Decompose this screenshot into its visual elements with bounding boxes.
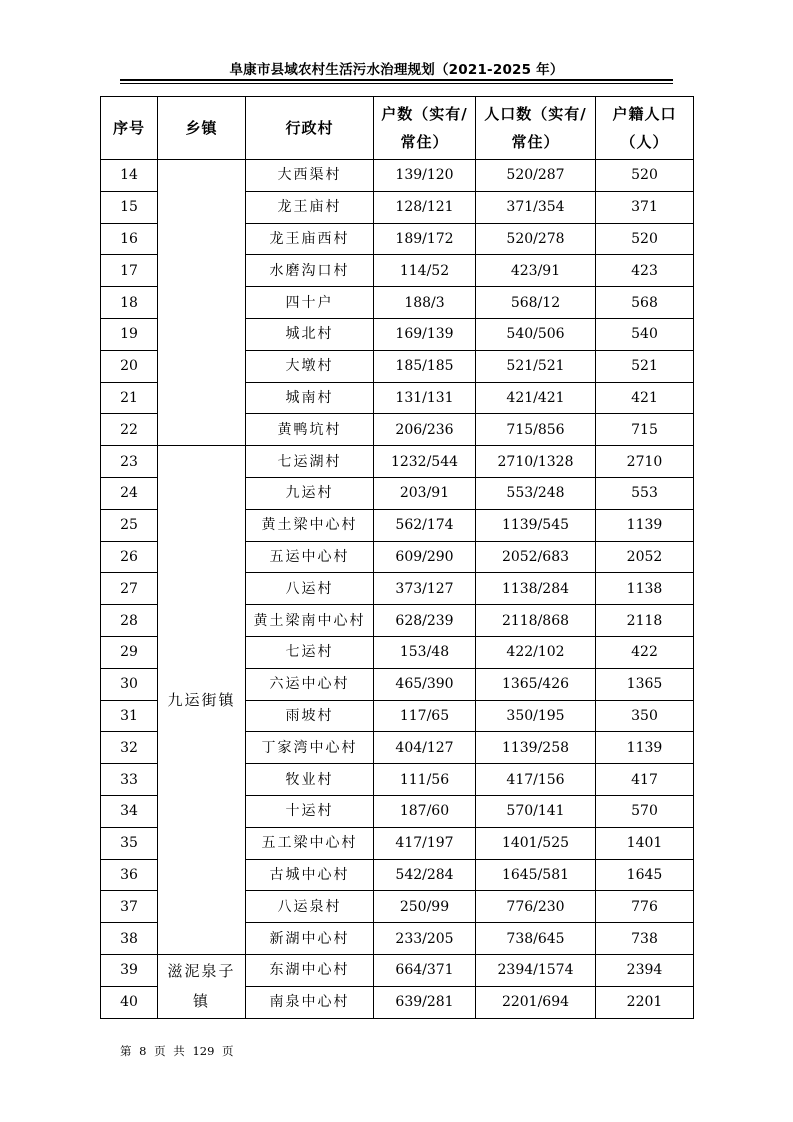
cell-village: 大墩村 — [246, 350, 374, 382]
cell-registered: 2118 — [596, 605, 694, 637]
cell-population: 417/156 — [476, 764, 596, 796]
header-rule-thin — [120, 83, 673, 84]
cell-registered: 2201 — [596, 986, 694, 1018]
cell-village: 七运村 — [246, 636, 374, 668]
cell-registered: 350 — [596, 700, 694, 732]
cell-population: 423/91 — [476, 255, 596, 287]
cell-households: 664/371 — [374, 954, 476, 986]
table-row — [101, 446, 694, 478]
cell-registered: 540 — [596, 318, 694, 350]
cell-registered: 417 — [596, 764, 694, 796]
cell-no: 29 — [101, 636, 158, 668]
cell-village: 七运湖村 — [246, 446, 374, 478]
cell-population: 2394/1574 — [476, 954, 596, 986]
cell-registered: 2394 — [596, 954, 694, 986]
header-registered-line2: （人） — [620, 133, 669, 151]
header-registered — [596, 97, 694, 160]
cell-registered: 738 — [596, 923, 694, 955]
cell-households: 417/197 — [374, 827, 476, 859]
header-households-line2: 常住） — [400, 133, 449, 151]
cell-population: 568/12 — [476, 287, 596, 319]
cell-population: 520/287 — [476, 160, 596, 192]
cell-village: 八运村 — [246, 573, 374, 605]
cell-registered: 1138 — [596, 573, 694, 605]
cell-population: 553/248 — [476, 477, 596, 509]
cell-no: 24 — [101, 477, 158, 509]
cell-households: 139/120 — [374, 160, 476, 192]
cell-no: 28 — [101, 605, 158, 637]
cell-village: 东湖中心村 — [246, 954, 374, 986]
table-header-row — [101, 97, 694, 160]
header-rule-thick — [120, 79, 673, 81]
cell-village: 新湖中心村 — [246, 923, 374, 955]
cell-registered: 553 — [596, 477, 694, 509]
header-registered-line1: 户籍人口 — [612, 105, 677, 123]
cell-village: 龙王庙村 — [246, 191, 374, 223]
cell-population: 421/421 — [476, 382, 596, 414]
cell-households: 609/290 — [374, 541, 476, 573]
cell-no: 25 — [101, 509, 158, 541]
cell-households: 639/281 — [374, 986, 476, 1018]
cell-village: 雨坡村 — [246, 700, 374, 732]
cell-no: 16 — [101, 223, 158, 255]
header-population-line2: 常住） — [511, 133, 560, 151]
town-group-3-line2: 镇 — [192, 992, 210, 1011]
cell-village: 黄土梁中心村 — [246, 509, 374, 541]
header-population — [476, 97, 596, 160]
cell-village: 古城中心村 — [246, 859, 374, 891]
cell-village: 龙王庙西村 — [246, 223, 374, 255]
cell-registered: 520 — [596, 160, 694, 192]
page-header-title: 阜康市县域农村生活污水治理规划（2021-2025 年） — [229, 62, 564, 78]
cell-village: 十运村 — [246, 795, 374, 827]
cell-no: 36 — [101, 859, 158, 891]
header-no: 序号 — [101, 97, 158, 160]
header-households-line1: 户数（实有/ — [381, 105, 468, 123]
cell-households: 542/284 — [374, 859, 476, 891]
cell-no: 27 — [101, 573, 158, 605]
cell-village: 丁家湾中心村 — [246, 732, 374, 764]
cell-village: 大西渠村 — [246, 160, 374, 192]
header-village: 行政村 — [246, 97, 374, 160]
cell-households: 131/131 — [374, 382, 476, 414]
cell-households: 128/121 — [374, 191, 476, 223]
cell-registered: 568 — [596, 287, 694, 319]
cell-households: 117/65 — [374, 700, 476, 732]
table-row — [101, 954, 694, 986]
cell-registered: 520 — [596, 223, 694, 255]
cell-population: 422/102 — [476, 636, 596, 668]
table-row — [101, 160, 694, 192]
village-data-table — [100, 96, 694, 1019]
cell-population: 521/521 — [476, 350, 596, 382]
cell-households: 404/127 — [374, 732, 476, 764]
cell-households: 111/56 — [374, 764, 476, 796]
cell-registered: 1139 — [596, 732, 694, 764]
page-footer-number: 第 8 页 共 129 页 — [120, 1044, 234, 1058]
cell-population: 776/230 — [476, 891, 596, 923]
cell-no: 31 — [101, 700, 158, 732]
cell-village: 五运中心村 — [246, 541, 374, 573]
cell-registered: 570 — [596, 795, 694, 827]
header-town: 乡镇 — [158, 97, 246, 160]
cell-village: 城南村 — [246, 382, 374, 414]
cell-population: 1139/545 — [476, 509, 596, 541]
cell-population: 350/195 — [476, 700, 596, 732]
cell-population: 1139/258 — [476, 732, 596, 764]
cell-population: 371/354 — [476, 191, 596, 223]
cell-registered: 2710 — [596, 446, 694, 478]
cell-village: 八运泉村 — [246, 891, 374, 923]
cell-registered: 521 — [596, 350, 694, 382]
cell-village: 黄土梁南中心村 — [246, 605, 374, 637]
cell-population: 1645/581 — [476, 859, 596, 891]
cell-registered: 2052 — [596, 541, 694, 573]
cell-registered: 371 — [596, 191, 694, 223]
cell-population: 1138/284 — [476, 573, 596, 605]
header-households — [374, 97, 476, 160]
cell-population: 570/141 — [476, 795, 596, 827]
cell-village: 水磨沟口村 — [246, 255, 374, 287]
cell-households: 1232/544 — [374, 446, 476, 478]
cell-households: 628/239 — [374, 605, 476, 637]
cell-town-group-1 — [158, 160, 246, 446]
cell-households: 189/172 — [374, 223, 476, 255]
cell-population: 2201/694 — [476, 986, 596, 1018]
cell-village: 黄鸭坑村 — [246, 414, 374, 446]
cell-population: 738/645 — [476, 923, 596, 955]
cell-households: 153/48 — [374, 636, 476, 668]
cell-town-group-2: 九运街镇 — [158, 446, 246, 955]
cell-no: 26 — [101, 541, 158, 573]
cell-households: 187/60 — [374, 795, 476, 827]
cell-households: 250/99 — [374, 891, 476, 923]
cell-registered: 1645 — [596, 859, 694, 891]
cell-no: 33 — [101, 764, 158, 796]
cell-no: 35 — [101, 827, 158, 859]
cell-no: 22 — [101, 414, 158, 446]
cell-village: 四十户 — [246, 287, 374, 319]
cell-households: 169/139 — [374, 318, 476, 350]
cell-village: 六运中心村 — [246, 668, 374, 700]
cell-no: 18 — [101, 287, 158, 319]
cell-registered: 1365 — [596, 668, 694, 700]
header-population-line1: 人口数（实有/ — [484, 105, 587, 123]
cell-village: 牧业村 — [246, 764, 374, 796]
cell-population: 1401/525 — [476, 827, 596, 859]
cell-no: 19 — [101, 318, 158, 350]
cell-registered: 1139 — [596, 509, 694, 541]
cell-registered: 423 — [596, 255, 694, 287]
cell-registered: 776 — [596, 891, 694, 923]
cell-village: 五工梁中心村 — [246, 827, 374, 859]
cell-no: 39 — [101, 954, 158, 986]
cell-population: 520/278 — [476, 223, 596, 255]
cell-no: 21 — [101, 382, 158, 414]
cell-households: 188/3 — [374, 287, 476, 319]
cell-village: 九运村 — [246, 477, 374, 509]
cell-no: 40 — [101, 986, 158, 1018]
cell-no: 30 — [101, 668, 158, 700]
cell-registered: 1401 — [596, 827, 694, 859]
cell-village: 城北村 — [246, 318, 374, 350]
cell-households: 233/205 — [374, 923, 476, 955]
cell-households: 114/52 — [374, 255, 476, 287]
cell-households: 562/174 — [374, 509, 476, 541]
cell-no: 37 — [101, 891, 158, 923]
cell-no: 17 — [101, 255, 158, 287]
cell-registered: 715 — [596, 414, 694, 446]
cell-households: 185/185 — [374, 350, 476, 382]
town-group-3-line1: 滋泥泉子 — [167, 962, 236, 981]
cell-no: 23 — [101, 446, 158, 478]
cell-population: 2118/868 — [476, 605, 596, 637]
cell-no: 15 — [101, 191, 158, 223]
cell-no: 34 — [101, 795, 158, 827]
cell-registered: 422 — [596, 636, 694, 668]
cell-population: 1365/426 — [476, 668, 596, 700]
cell-households: 206/236 — [374, 414, 476, 446]
cell-population: 2052/683 — [476, 541, 596, 573]
cell-village: 南泉中心村 — [246, 986, 374, 1018]
cell-no: 20 — [101, 350, 158, 382]
cell-population: 715/856 — [476, 414, 596, 446]
cell-households: 203/91 — [374, 477, 476, 509]
cell-no: 32 — [101, 732, 158, 764]
cell-no: 38 — [101, 923, 158, 955]
cell-population: 2710/1328 — [476, 446, 596, 478]
cell-town-group-3 — [158, 954, 246, 1018]
cell-households: 465/390 — [374, 668, 476, 700]
cell-no: 14 — [101, 160, 158, 192]
cell-population: 540/506 — [476, 318, 596, 350]
cell-registered: 421 — [596, 382, 694, 414]
cell-households: 373/127 — [374, 573, 476, 605]
